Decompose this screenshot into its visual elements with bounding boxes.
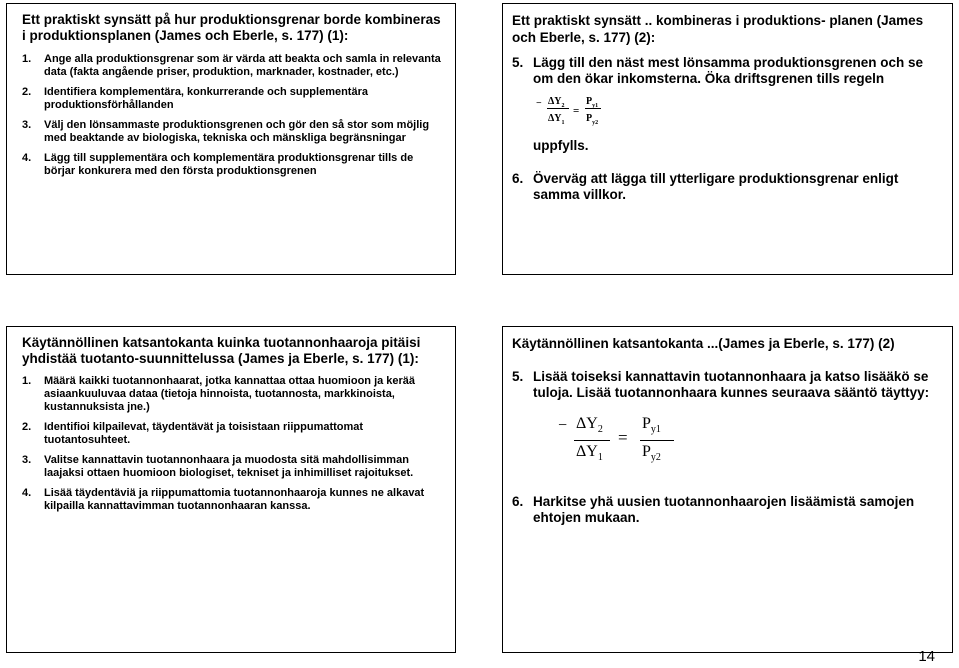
formula-denominator-right: $P_{y2}$ bbox=[586, 113, 599, 126]
slide-4-title: Käytännöllinen katsantokanta ...(James ja Eberle, s. 177) (2) bbox=[512, 336, 895, 351]
fraction-bar-left bbox=[547, 108, 569, 109]
item-text: Ange alla produktionsgrenar som är värda att beakta och samla in relevanta data (fakta angående priser, produktion, marknader, kostnader, etc.) bbox=[44, 53, 441, 78]
list-item bbox=[22, 119, 445, 145]
list-item bbox=[22, 375, 445, 414]
item-number: 1. bbox=[22, 375, 32, 387]
item-text: Välj den lönsammaste produktionsgrenen och gör den så stor som möjlig med beaktande av biologiska, tekniska och mänskliga begränsningar bbox=[44, 119, 430, 144]
item-text: Harkitse yhä uusien tuotannonhaarojen lisäämistä samojen ehtojen mukaan. bbox=[533, 494, 915, 525]
slide-2-title: Ett praktiskt synsätt .. kombineras i produktions- planen (James och Eberle, s. 177) (2): bbox=[512, 13, 924, 45]
fraction-bar-right bbox=[640, 440, 674, 441]
slide-2 bbox=[502, 3, 953, 275]
fraction-bar-right bbox=[585, 108, 601, 109]
list-item bbox=[22, 152, 445, 178]
item-number: 3. bbox=[22, 454, 32, 466]
item-number: 2. bbox=[22, 421, 32, 433]
slide-1-list bbox=[22, 53, 445, 178]
item-text: Överväg att lägga till ytterligare produktionsgrenar enligt samma villkor. bbox=[533, 171, 899, 202]
item-number: 1. bbox=[22, 53, 32, 65]
item-text: Lisää toiseksi kannattavin tuotannonhaara ja katso lisääkö se tuloja. Lisää tuotannonhaara kunnes seuraava sääntö täyttyy: bbox=[533, 369, 930, 400]
item-number: 4. bbox=[22, 152, 32, 164]
item-text: Lägg till den näst mest lönsamma produktionsgrenen och se om den ökar inkomsterna. Öka driftsgrenen tills regeln bbox=[533, 55, 924, 86]
formula-minus: − bbox=[536, 98, 542, 109]
list-item bbox=[512, 369, 942, 401]
slide-4 bbox=[502, 326, 953, 653]
slide-3-list bbox=[22, 375, 445, 513]
slide-1-title: Ett praktiskt synsätt på hur produktionsgrenar borde kombineras i produktionsplanen (James och Eberle, s. 177) (1): bbox=[22, 12, 441, 43]
item-text: Identifiera komplementära, konkurrerande och supplementära produktionsförhållanden bbox=[44, 86, 368, 111]
item-number: 6. bbox=[512, 494, 524, 509]
item-text: Lisää täydentäviä ja riippumattomia tuotannonhaaroja kunnes ne alkavat kilpailla kannattavimman tuotannonhaaran kanssa. bbox=[44, 487, 425, 512]
item-text: Lägg till supplementära och komplementära produktionsgrenar tills de börjar konkurera med den första produktionsgrenen bbox=[44, 152, 414, 177]
formula-numerator-right: $P_{y1}$ bbox=[642, 415, 661, 436]
formula-denominator-right: $P_{y2}$ bbox=[642, 443, 661, 464]
list-item bbox=[22, 421, 445, 447]
item-number: 5. bbox=[512, 369, 524, 384]
list-item bbox=[512, 494, 942, 526]
list-item bbox=[512, 171, 942, 203]
slide-3 bbox=[6, 326, 456, 653]
item-number: 6. bbox=[512, 171, 524, 186]
formula-equals: = bbox=[573, 105, 580, 117]
marginal-rule-formula bbox=[533, 94, 613, 132]
slide-3-title: Käytännöllinen katsantokanta kuinka tuotannonhaaroja pitäisi yhdistää tuotanto-suunnittelussa (James ja Eberle, s. 177) (1): bbox=[22, 335, 421, 366]
formula-equals: = bbox=[618, 428, 628, 447]
formula-denominator-left: $\Delta Y_1$ bbox=[548, 113, 565, 126]
formula-numerator-right: $P_{y1}$ bbox=[586, 96, 599, 109]
formula-denominator-left: $\Delta Y_1$ bbox=[576, 443, 603, 464]
slide-2-list bbox=[512, 55, 942, 203]
marginal-rule-formula bbox=[558, 414, 698, 470]
list-item bbox=[22, 86, 445, 112]
list-item bbox=[512, 55, 942, 87]
item-number: 5. bbox=[512, 55, 524, 70]
slide-4-list bbox=[512, 369, 942, 526]
formula-numerator-left: $\Delta Y_2$ bbox=[548, 96, 565, 109]
list-item bbox=[22, 454, 445, 480]
fraction-bar-left bbox=[574, 440, 610, 441]
formula-minus: − bbox=[558, 417, 568, 434]
item-text: Määrä kaikki tuotannonhaarat, jotka kannattaa ottaa huomioon ja kerää asiaankuuluvaa dataa (tietoja hinnoista, tuotannosta, markkinoista, kustannuksista jne.) bbox=[44, 375, 416, 413]
item-number: 3. bbox=[22, 119, 32, 131]
list-item bbox=[22, 53, 445, 79]
formula-condition-text: uppfylls. bbox=[533, 138, 589, 153]
formula-numerator-left: $\Delta Y_2$ bbox=[576, 415, 603, 436]
item-text: Valitse kannattavin tuotannonhaara ja muodosta sitä mahdollisimman laajaksi ottaen huomioon biologiset, tekniset ja inhimilliset rajoitukset. bbox=[44, 454, 414, 479]
item-number: 4. bbox=[22, 487, 32, 499]
slide-1 bbox=[6, 3, 456, 275]
item-number: 2. bbox=[22, 86, 32, 98]
page-number: 14 bbox=[918, 648, 935, 665]
list-item bbox=[22, 487, 445, 513]
item-text: Identifioi kilpailevat, täydentävät ja toisistaan riippumattomat tuotantosuhteet. bbox=[44, 421, 364, 446]
